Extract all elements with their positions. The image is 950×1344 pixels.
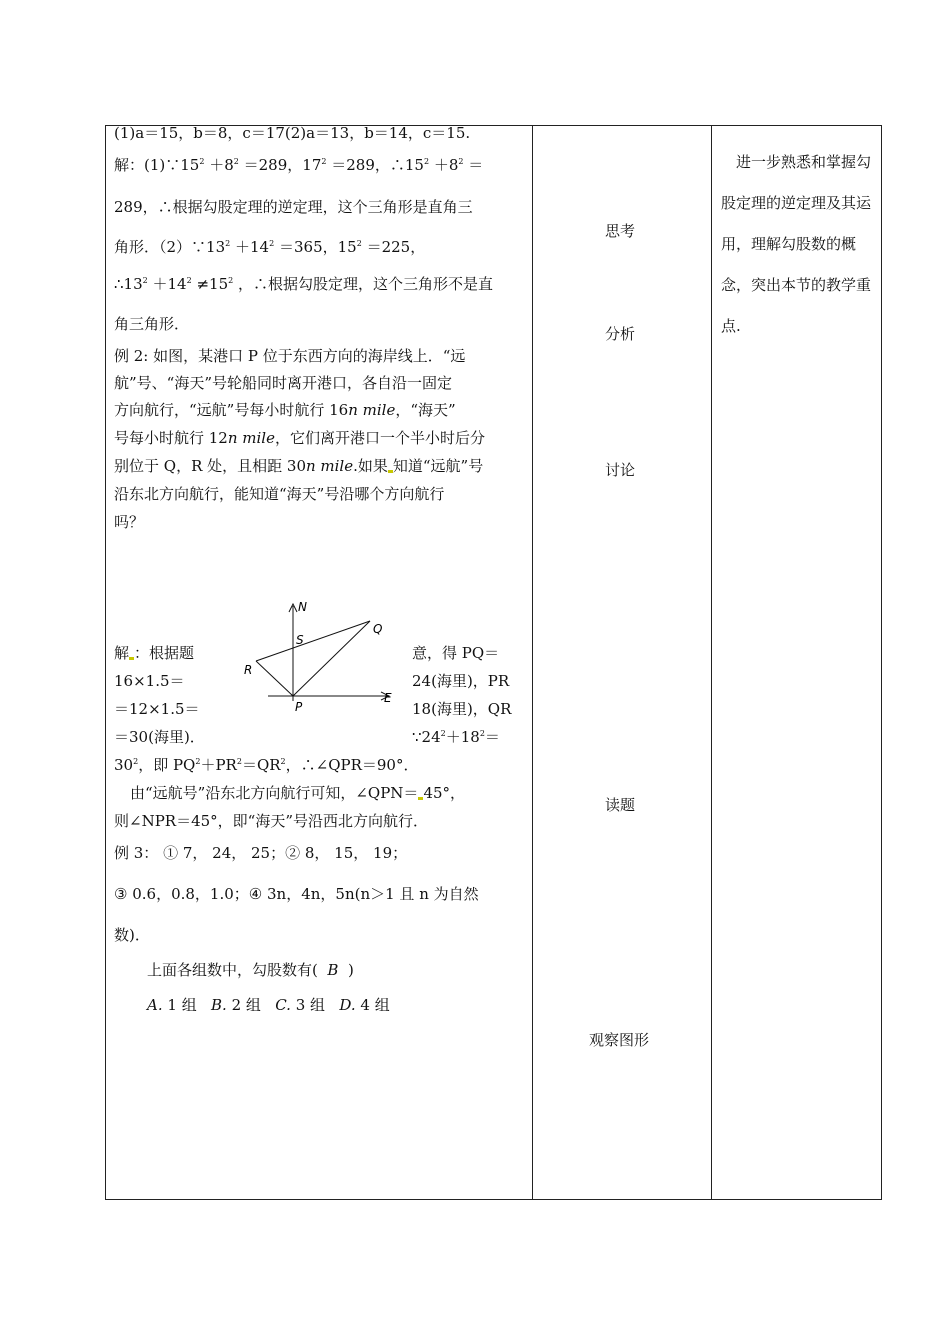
solution-line: 由“远航号”沿东北方向航行可知，∠QPN＝ 45°，	[130, 784, 466, 802]
segment-rq	[256, 621, 370, 661]
example-3-line: 数)．	[114, 926, 150, 944]
solution-line: 16×1.5＝	[114, 672, 185, 690]
left-line: 角三角形．	[114, 315, 190, 333]
example-2-line: 例 2: 如图，某港口 P 位于东西方向的海岸线上．“远	[114, 347, 466, 365]
left-line: $\therefore 13^2 +14^2 \ne 15^2$ ，∴根据勾股定理，这个三角形不是直	[114, 275, 494, 293]
example-2-line: 号每小时航行 12n mile，它们离开港口一个半小时后分	[114, 429, 485, 447]
activity-label: 分析	[605, 325, 636, 343]
example-2-line: 吗？	[114, 513, 145, 531]
left-line: 解：$(1)\because 15^2 +8^2 =289$，$17^2 =289$，$\therefore 15^2 +8^2$ ＝	[114, 156, 484, 174]
activity-label: 讨论	[605, 461, 636, 479]
example-2-line: 别位于 Q，R 处，且相距 30n mile.如果 知道“远航”号	[114, 457, 484, 475]
harbor-figure	[238, 598, 408, 716]
label-e: E	[384, 691, 392, 705]
solution-line: ＝30(海里)．	[114, 728, 205, 746]
solution-line: $\because 24^2+18^2=$	[412, 728, 500, 746]
left-line: 角形．$(2)\because 13^2 +14^2 =365$，$15^2 =225$，	[114, 238, 426, 256]
activity-label: 读题	[605, 796, 636, 814]
example-2-line: 航”号、“海天”号轮船同时离开港口，各自沿一固定	[114, 374, 453, 392]
design-intent-text: 进一步熟悉和掌握勾股定理的逆定理及其运用，理解勾股数的概念，突出本节的教学重点.	[721, 153, 872, 335]
solution-line: 24(海里)，PR	[412, 672, 510, 690]
label-s: S	[296, 633, 304, 647]
example-2-line: 沿东北方向航行，能知道“海天”号沿哪个方向航行	[114, 485, 445, 503]
label-p: P	[295, 700, 303, 714]
label-q: Q	[373, 622, 383, 636]
segment-pr	[256, 661, 293, 696]
left-line: 289，∴根据勾股定理的逆定理，这个三角形是直角三	[114, 198, 473, 216]
solution-line: $30^2$，即 $PQ^2+PR^2=QR^2$，∴∠QPR＝90°．	[114, 756, 419, 774]
solution-line: 解 ：根据题	[114, 644, 195, 662]
solution-line: 18(海里)，QR	[412, 700, 512, 718]
column-divider	[532, 126, 533, 1199]
example-3-question: 上面各组数中，勾股数有( B )	[147, 961, 354, 979]
solution-line: ＝12×1.5＝	[114, 700, 200, 718]
label-r: R	[244, 663, 253, 677]
label-n: N	[298, 600, 307, 614]
activity-label: 观察图形	[589, 1031, 650, 1049]
left-line: (1)a＝15，b＝8，c＝17(2)a＝13，b＝14，c＝15.	[114, 124, 471, 142]
example-3-options: A. 1 组 B. 2 组 C. 3 组 D. 4 组	[147, 996, 390, 1014]
column-divider	[711, 126, 712, 1199]
example-2-line: 方向航行，“远航”号每小时航行 16n mile，“海天”	[114, 401, 456, 419]
example-3-line: ③ 0.6，0.8，1.0；④ 3n，4n，5n(n＞1 且 n 为自然	[114, 885, 479, 903]
segment-pq	[293, 621, 370, 696]
solution-line: 则∠NPR＝45°，即“海天”号沿西北方向航行．	[114, 812, 429, 830]
activity-label: 思考	[605, 222, 636, 240]
solution-line: 意，得 PQ＝	[412, 644, 500, 662]
example-3-line: 例 3： ① 7， 24， 25；② 8， 15， 19；	[114, 844, 408, 862]
